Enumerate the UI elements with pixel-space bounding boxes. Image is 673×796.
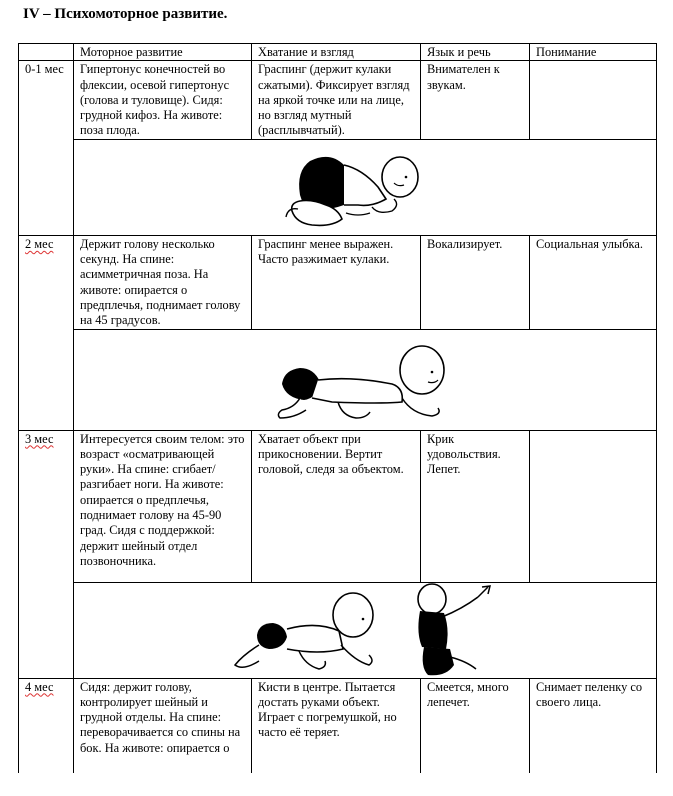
grasp-cell: Кисти в центре. Пытается достать руками объект. Играет с погремушкой, но часто её теряет. <box>252 678 421 773</box>
header-motor: Моторное развитие <box>74 44 252 61</box>
speech-cell: Крик удовольствия. Лепет. <box>421 430 530 582</box>
understanding-cell <box>530 61 657 139</box>
speech-cell: Смеется, много лепечет. <box>421 678 530 773</box>
age-cell: 0-1 мес <box>19 61 74 235</box>
motor-cell: Сидя: держит голову, контролирует шейный и грудной отделы. На спине: переворачивается со спины на бок. На животе: опирается о <box>74 678 252 773</box>
grasp-cell: Хватает объект при прикосновении. Вертит головой, следя за объектом. <box>252 430 421 582</box>
illustration-row <box>19 582 657 678</box>
header-age <box>19 44 74 61</box>
speech-cell: Внимателен к звукам. <box>421 61 530 139</box>
illustration-row <box>19 139 657 235</box>
grasp-cell: Граспинг менее выражен. Часто разжимает кулаки. <box>252 235 421 329</box>
section-title: IV – Психомоторное развитие. <box>23 6 228 22</box>
illustration-cell <box>74 139 657 235</box>
understanding-cell <box>530 430 657 582</box>
understanding-cell: Снимает пеленку со своего лица. <box>530 678 657 773</box>
infant-prone-raising-head-illustration <box>272 332 472 427</box>
header-grasp: Хватание и взгляд <box>252 44 421 61</box>
motor-cell: Интересуется своим телом: это возраст «осматривающей руки». На спине: сгибает/разгибает ноги. На животе: опирается о предплечья, поднимает голову на 45-90 град. Сидя с поддержкой: держит шейный отдел позвоночника. <box>74 430 252 582</box>
age-cell: 2 мес <box>19 235 74 430</box>
table-row <box>19 235 657 329</box>
grasp-cell: Граспинг (держит кулаки сжатыми). Фиксирует взгляд на яркой точке или на лице, но взгляд мутный (расплывчатый). <box>252 61 421 139</box>
illustration-cell <box>74 582 657 678</box>
motor-cell: Гипертонус конечностей во флексии, осевой гипертонус (голова и туловище). Сидя: грудной кифоз. На животе: поза плода. <box>74 61 252 139</box>
infant-fetal-position-illustration <box>282 143 422 233</box>
motor-cell: Держит голову несколько секунд. На спине: асимметричная поза. На животе: опирается о предплечья, поднимает голову на 45 градусов. <box>74 235 252 329</box>
table-row <box>19 678 657 773</box>
table-row <box>19 430 657 582</box>
development-table <box>18 43 657 773</box>
age-cell: 4 мес <box>19 678 74 773</box>
header-speech: Язык и речь <box>421 44 530 61</box>
illustration-cell <box>74 329 657 430</box>
infant-crawling-illustration <box>229 585 379 677</box>
table-row <box>19 61 657 139</box>
infant-sitting-reaching-illustration <box>406 583 501 679</box>
understanding-cell: Социальная улыбка. <box>530 235 657 329</box>
header-row <box>19 44 657 61</box>
illustration-row <box>19 329 657 430</box>
age-cell: 3 мес <box>19 430 74 678</box>
speech-cell: Вокализирует. <box>421 235 530 329</box>
header-understanding: Понимание <box>530 44 657 61</box>
